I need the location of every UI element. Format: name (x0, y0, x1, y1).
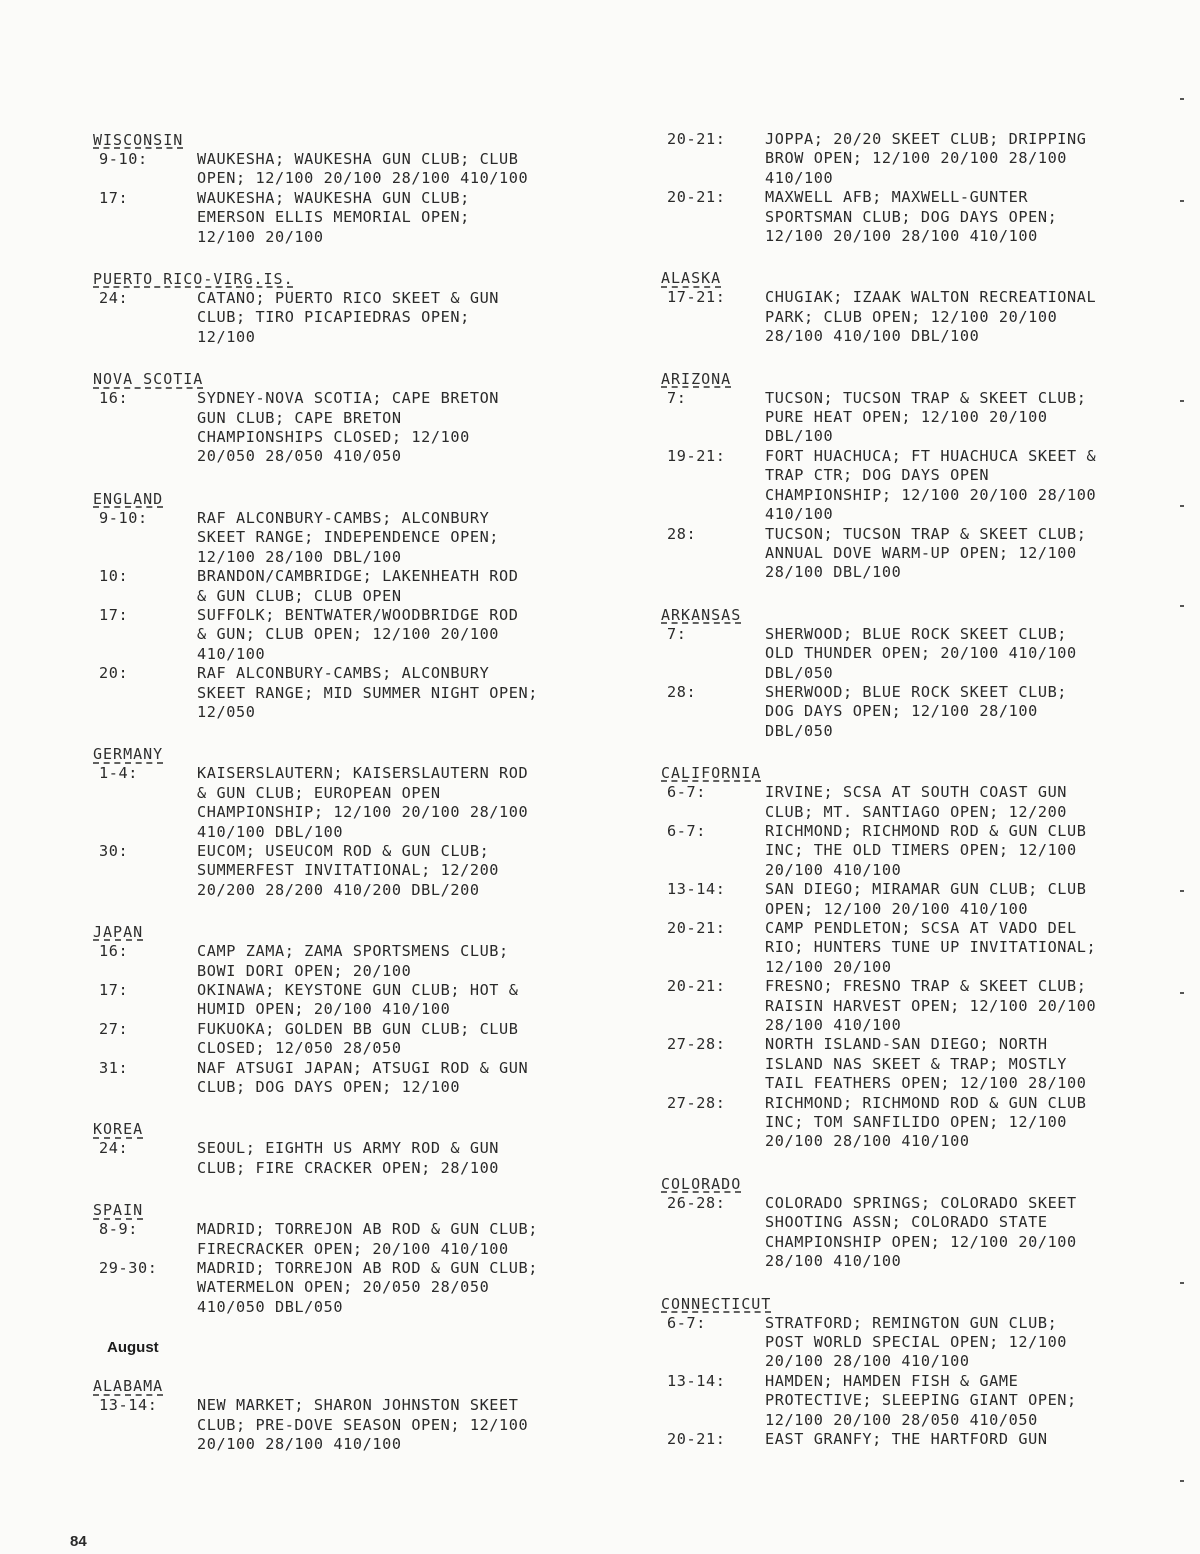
event-details: MADRID; TORREJON AB ROD & GUN CLUB; WATERMELON OPEN; 20/050 28/050 410/050 DBL/050 (197, 1259, 539, 1316)
schedule-section (661, 1294, 1191, 1450)
event-date: 16: (99, 942, 129, 961)
section-heading: WISCONSIN (93, 131, 184, 149)
margin-mark (1180, 400, 1184, 402)
event-date: 13-14: (99, 1396, 158, 1415)
event-details: RAF ALCONBURY-CAMBS; ALCONBURY SKEET RANGE; INDEPENDENCE OPEN; 12/100 28/100 DBL/100 (197, 508, 500, 566)
event-details: RAF ALCONBURY-CAMBS; ALCONBURY SKEET RANGE; MID SUMMER NIGHT OPEN; 12/050 (197, 664, 539, 721)
event-entry (661, 977, 1191, 1035)
event-details: CAMP PENDLETON; SCSA AT VADO DEL RIO; HUNTERS TUNE UP INVITATIONAL; 12/100 20/100 (765, 919, 1097, 976)
event-details: RICHMOND; RICHMOND ROD & GUN CLUB INC; THE OLD TIMERS OPEN; 12/100 20/100 410/100 (765, 821, 1087, 879)
event-entry (93, 1220, 623, 1259)
event-entry (93, 389, 623, 467)
event-date: 9-10: (99, 150, 148, 168)
event-details: WAUKESHA; WAUKESHA GUN CLUB; EMERSON ELLIS MEMORIAL OPEN; 12/100 20/100 (197, 188, 470, 246)
event-details: RICHMOND; RICHMOND ROD & GUN CLUB INC; TOM SANFILIDO OPEN; 12/100 20/100 28/100 410/100 (765, 1093, 1087, 1151)
event-details: CHUGIAK; IZAAK WALTON RECREATIONAL PARK; CLUB OPEN; 12/100 20/100 28/100 410/100 DBL/100 (765, 288, 1097, 346)
event-entry (93, 1020, 623, 1059)
event-details: CATANO; PUERTO RICO SKEET & GUN CLUB; TIRO PICAPIEDRAS OPEN; 12/100 (197, 289, 500, 346)
schedule-section (661, 369, 1191, 583)
event-details: FRESNO; FRESNO TRAP & SKEET CLUB; RAISIN HARVEST OPEN; 12/100 20/100 28/100 410/100 (765, 977, 1097, 1035)
event-entry (661, 447, 1191, 525)
event-entry (661, 822, 1191, 880)
event-date: 6-7: (667, 1313, 706, 1332)
schedule-section (661, 268, 1191, 346)
event-date: 17-21: (667, 288, 726, 307)
event-details: OKINAWA; KEYSTONE GUN CLUB; HOT & HUMID OPEN; 20/100 410/100 (197, 981, 519, 1019)
section-heading: CALIFORNIA (661, 764, 762, 783)
event-entry (661, 525, 1191, 583)
margin-mark (1180, 1282, 1184, 1284)
schedule-section (661, 1174, 1191, 1272)
schedule-section (93, 269, 623, 347)
event-date: 10: (99, 567, 129, 586)
event-date: 26-28: (667, 1193, 726, 1212)
event-date: 8-9: (99, 1220, 138, 1239)
schedule-section (93, 130, 623, 247)
event-details: CAMP ZAMA; ZAMA SPORTSMENS CLUB; BOWI DORI OPEN; 20/100 (197, 942, 509, 980)
event-details: MAXWELL AFB; MAXWELL-GUNTER SPORTSMAN CLUB; DOG DAYS OPEN; 12/100 20/100 28/100 410/100 (765, 188, 1058, 246)
event-details: SYDNEY-NOVA SCOTIA; CAPE BRETON GUN CLUB; CAPE BRETON CHAMPIONSHIPS CLOSED; 12/100 20/050 28/050 410/050 (197, 389, 500, 466)
event-details: JOPPA; 20/20 SKEET CLUB; DRIPPING BROW OPEN; 12/100 20/100 28/100 410/100 (765, 130, 1087, 187)
event-date: 17: (99, 605, 129, 624)
event-date: 20-21: (667, 130, 726, 148)
section-heading: ENGLAND (93, 489, 164, 508)
event-details: EAST GRANFY; THE HARTFORD GUN (765, 1429, 1048, 1448)
event-date: 28: (667, 682, 697, 701)
margin-mark (1180, 200, 1184, 202)
event-entry (93, 1139, 623, 1178)
section-heading: ARIZONA (661, 369, 732, 388)
event-date: 27-28: (667, 1093, 726, 1112)
event-entry (93, 664, 623, 722)
event-date: 7: (667, 388, 687, 407)
month-heading: August (107, 1339, 159, 1357)
margin-mark (1180, 992, 1184, 994)
event-details: SHERWOOD; BLUE ROCK SKEET CLUB; DOG DAYS OPEN; 12/100 28/100 DBL/050 (765, 682, 1068, 740)
event-details: NORTH ISLAND-SAN DIEGO; NORTH ISLAND NAS SKEET & TRAP; MOSTLY TAIL FEATHERS OPEN; 12/100 28/100 (765, 1035, 1087, 1093)
schedule-section (93, 1376, 623, 1454)
event-details: SHERWOOD; BLUE ROCK SKEET CLUB; OLD THUNDER OPEN; 20/100 410/100 DBL/050 (765, 624, 1077, 682)
section-heading: SPAIN (93, 1201, 144, 1220)
event-details: SAN DIEGO; MIRAMAR GUN CLUB; CLUB OPEN; 12/100 20/100 410/100 (765, 880, 1087, 918)
event-details: HAMDEN; HAMDEN FISH & GAME PROTECTIVE; SLEEPING GIANT OPEN; 12/100 20/100 28/050 410/050 (765, 1371, 1077, 1429)
schedule-section (93, 369, 623, 467)
event-entry (661, 1194, 1191, 1272)
schedule-section (93, 1119, 623, 1178)
section-heading: JAPAN (93, 923, 144, 942)
event-entry (93, 289, 623, 347)
event-entry (661, 625, 1191, 683)
event-date: 29-30: (99, 1259, 158, 1278)
margin-mark (1180, 1480, 1184, 1482)
section-heading: COLORADO (661, 1174, 742, 1193)
section-heading: NOVA SCOTIA (93, 370, 204, 389)
event-details: KAISERSLAUTERN; KAISERSLAUTERN ROD & GUN CLUB; EUROPEAN OPEN CHAMPIONSHIP; 12/100 20/100 28/100 410/100 DBL/100 (197, 764, 529, 841)
event-entry (661, 1372, 1191, 1430)
right-column (661, 130, 1191, 1471)
event-date: 27: (99, 1019, 129, 1038)
event-entry (93, 842, 623, 900)
left-column (93, 130, 623, 1477)
section-heading: CONNECTICUT (661, 1294, 772, 1313)
event-date: 13-14: (667, 1371, 726, 1390)
event-details: EUCOM; USEUCOM ROD & GUN CLUB; SUMMERFEST INVITATIONAL; 12/200 20/200 28/200 410/200 DBL/200 (197, 841, 500, 899)
event-date: 20-21: (667, 977, 726, 996)
schedule-section (93, 922, 623, 1097)
event-date: 28: (667, 524, 697, 543)
schedule-section (661, 763, 1191, 1152)
event-entry (93, 981, 623, 1020)
event-date: 13-14: (667, 880, 726, 899)
event-details: TUCSON; TUCSON TRAP & SKEET CLUB; ANNUAL DOVE WARM-UP OPEN; 12/100 28/100 DBL/100 (765, 524, 1087, 582)
event-entry (93, 509, 623, 567)
event-date: 16: (99, 389, 129, 408)
section-heading: KOREA (93, 1120, 144, 1139)
event-date: 24: (99, 289, 129, 308)
event-details: TUCSON; TUCSON TRAP & SKEET CLUB; PURE HEAT OPEN; 12/100 20/100 DBL/100 (765, 388, 1087, 446)
event-entry (93, 1259, 623, 1317)
event-date: 7: (667, 624, 687, 643)
event-entry (661, 288, 1191, 346)
section-heading: ALASKA (661, 269, 722, 288)
event-date: 31: (99, 1058, 129, 1077)
page-number: 84 (70, 1533, 87, 1550)
event-details: NAF ATSUGI JAPAN; ATSUGI ROD & GUN CLUB; DOG DAYS OPEN; 12/100 (197, 1058, 529, 1097)
schedule-section (93, 489, 623, 722)
event-details: STRATFORD; REMINGTON GUN CLUB; POST WORLD SPECIAL OPEN; 12/100 20/100 28/100 410/100 (765, 1313, 1068, 1371)
event-entry (93, 942, 623, 981)
event-date: 30: (99, 841, 129, 860)
event-entry (661, 188, 1191, 246)
section-heading: GERMANY (93, 745, 164, 764)
event-details: SUFFOLK; BENTWATER/WOODBRIDGE ROD & GUN; CLUB OPEN; 12/100 20/100 410/100 (197, 605, 519, 663)
event-date: 20-21: (667, 1429, 726, 1448)
event-date: 24: (99, 1139, 129, 1158)
event-date: 17: (99, 981, 129, 999)
schedule-section (661, 130, 1191, 246)
event-entry (93, 567, 623, 606)
event-entry (661, 1314, 1191, 1372)
event-details: BRANDON/CAMBRIDGE; LAKENHEATH ROD & GUN CLUB; CLUB OPEN (197, 567, 519, 605)
schedule-section (661, 605, 1191, 741)
section-heading: ARKANSAS (661, 605, 742, 624)
event-details: SEOUL; EIGHTH US ARMY ROD & GUN CLUB; FIRE CRACKER OPEN; 28/100 (197, 1139, 500, 1177)
event-date: 27-28: (667, 1035, 726, 1054)
event-date: 20-21: (667, 919, 726, 937)
margin-mark (1180, 605, 1184, 607)
margin-mark (1180, 890, 1184, 892)
event-entry (661, 880, 1191, 919)
section-heading: PUERTO RICO-VIRG.IS. (93, 270, 294, 289)
event-entry (93, 150, 623, 189)
section-heading: ALABAMA (93, 1377, 164, 1396)
event-details: NEW MARKET; SHARON JOHNSTON SKEET CLUB; PRE-DOVE SEASON OPEN; 12/100 20/100 28/100 410/100 (197, 1396, 529, 1454)
event-entry (661, 1094, 1191, 1152)
event-date: 1-4: (99, 764, 138, 783)
schedule-section (93, 1200, 623, 1317)
event-details: FUKUOKA; GOLDEN BB GUN CLUB; CLUB CLOSED; 12/050 28/050 (197, 1019, 519, 1058)
event-entry (661, 130, 1191, 188)
event-date: 20: (99, 664, 129, 683)
event-entry (661, 783, 1191, 822)
event-entry (661, 1035, 1191, 1093)
event-date: 6-7: (667, 821, 706, 840)
margin-mark (1180, 505, 1184, 507)
margin-mark (1180, 98, 1184, 100)
event-details: FORT HUACHUCA; FT HUACHUCA SKEET & TRAP CTR; DOG DAYS OPEN CHAMPIONSHIP; 12/100 20/100 28/100 410/100 (765, 446, 1097, 524)
event-entry (661, 1430, 1191, 1449)
event-entry (93, 189, 623, 247)
event-date: 17: (99, 188, 129, 207)
event-date: 6-7: (667, 783, 706, 802)
event-details: IRVINE; SCSA AT SOUTH COAST GUN CLUB; MT. SANTIAGO OPEN; 12/200 (765, 783, 1068, 821)
schedule-section (93, 744, 623, 900)
event-entry (93, 606, 623, 664)
event-date: 9-10: (99, 508, 148, 527)
event-entry (93, 1059, 623, 1098)
event-details: MADRID; TORREJON AB ROD & GUN CLUB; FIRECRACKER OPEN; 20/100 410/100 (197, 1220, 539, 1258)
event-date: 19-21: (667, 446, 726, 465)
event-entry (661, 389, 1191, 447)
event-details: WAUKESHA; WAUKESHA GUN CLUB; CLUB OPEN; 12/100 20/100 28/100 410/100 (197, 150, 529, 188)
event-entry (661, 683, 1191, 741)
event-entry (93, 764, 623, 842)
event-details: COLORADO SPRINGS; COLORADO SKEET SHOOTING ASSN; COLORADO STATE CHAMPIONSHIP OPEN; 12/100 20/100 28/100 410/100 (765, 1193, 1077, 1271)
event-entry (93, 1396, 623, 1454)
event-entry (661, 919, 1191, 977)
event-date: 20-21: (667, 188, 726, 207)
